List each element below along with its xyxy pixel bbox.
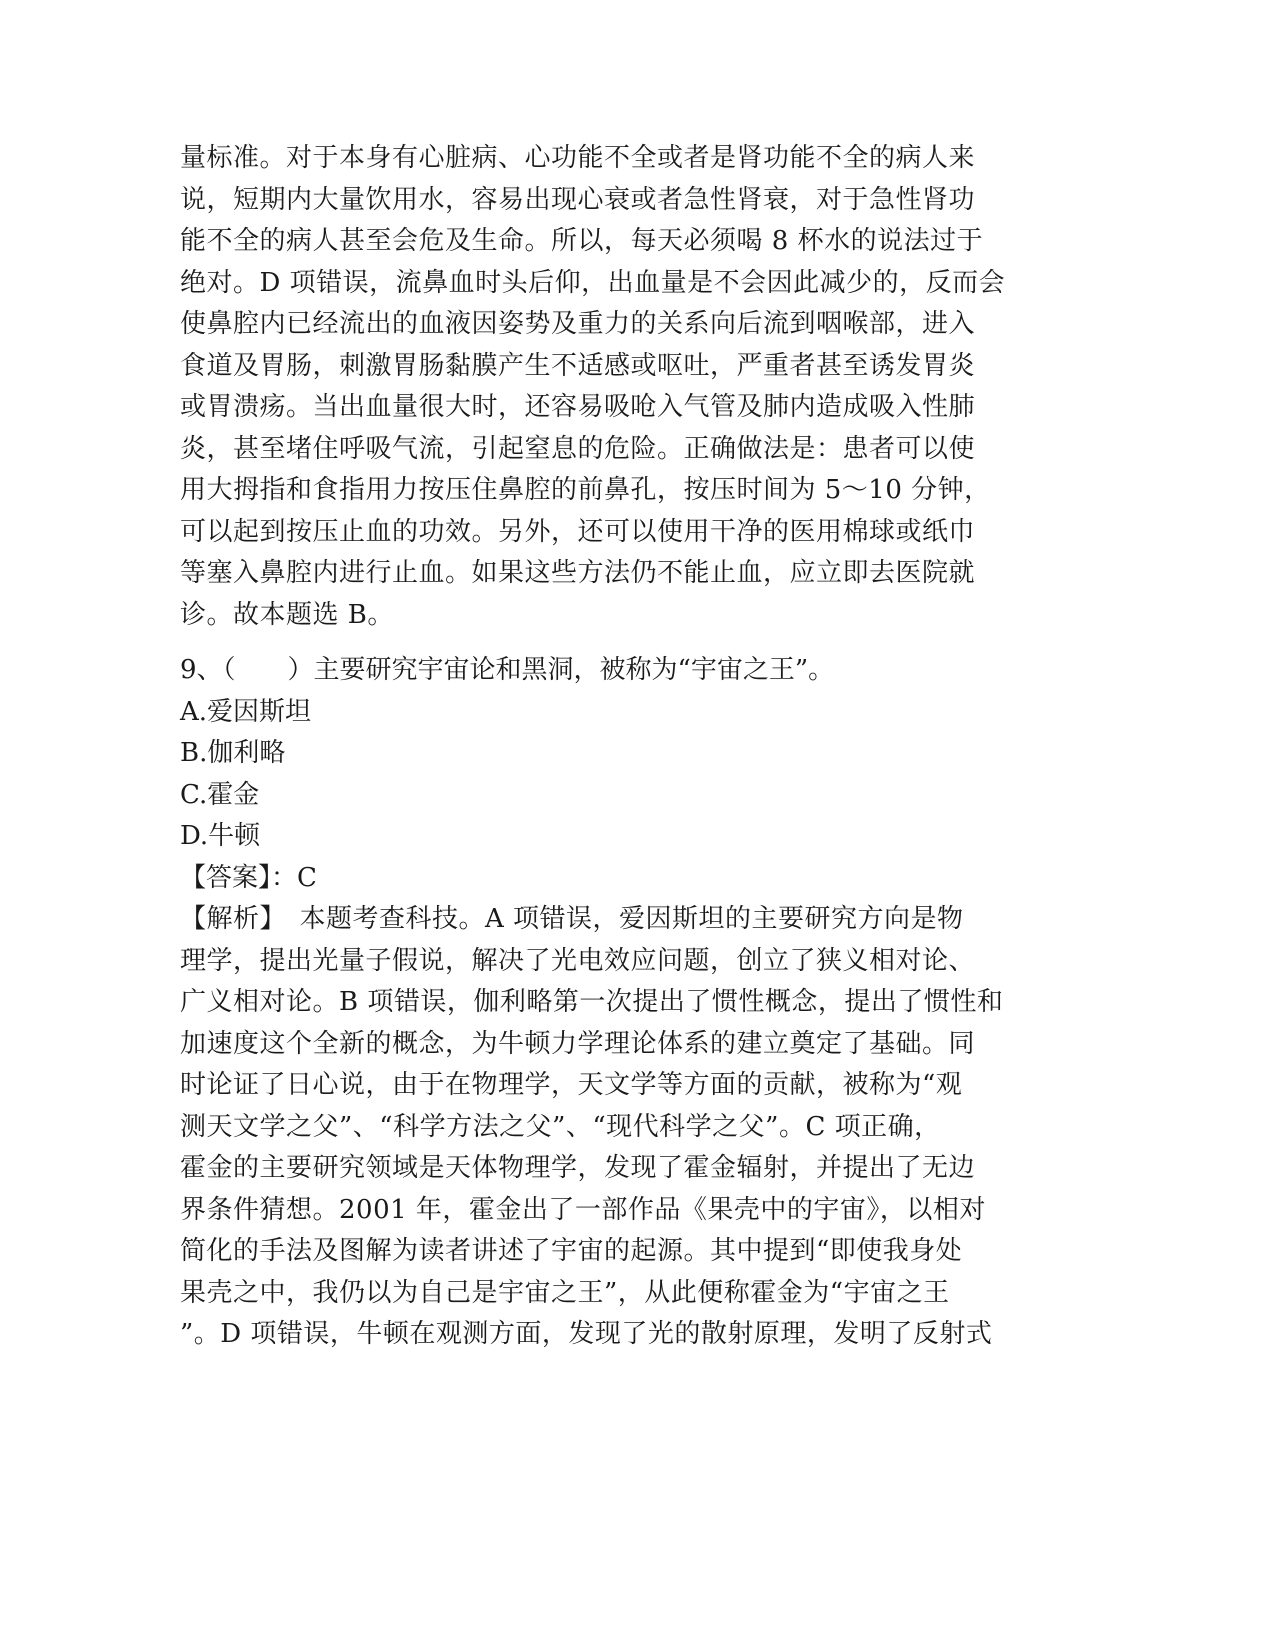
explanation-line: 使鼻腔内已经流出的血液因姿势及重力的关系向后流到咽喉部，进入 xyxy=(180,309,976,339)
option-d: D.牛顿 xyxy=(180,821,261,851)
analysis-line: 加速度这个全新的概念，为牛顿力学理论体系的建立奠定了基础。同 xyxy=(180,1028,976,1059)
explanation-line: 说，短期内大量饮用水，容易出现心衰或者急性肾衰，对于急性肾功 xyxy=(180,184,976,215)
explanation-line: 能不全的病人甚至会危及生命。所以，每天必须喝 8 杯水的说法过于 xyxy=(180,226,984,256)
question-stem: 9、（ ）主要研究宇宙论和黑洞，被称为“宇宙之王”。 xyxy=(180,655,835,685)
paragraph-gap xyxy=(180,636,1060,650)
explanation-line: 绝对。D 项错误，流鼻血时头后仰，出血量是不会因此减少的，反而会 xyxy=(180,267,1006,298)
analysis-line: 理学，提出光量子假说，解决了光电效应问题，创立了狭义相对论、 xyxy=(180,945,976,976)
analysis-line: 广义相对论。B 项错误，伽利略第一次提出了惯性概念，提出了惯性和 xyxy=(180,987,1004,1017)
option-b: B.伽利略 xyxy=(180,738,286,768)
option-c: C.霍金 xyxy=(180,779,260,810)
explanation-line: 可以起到按压止血的功效。另外，还可以使用干净的医用棉球或纸巾 xyxy=(180,516,976,547)
explanation-line: 诊。故本题选 B。 xyxy=(180,599,394,630)
analysis-line: 测天文学之父”、“科学方法之父”、“现代科学之父”。C 项正确， xyxy=(180,1111,941,1142)
analysis-line: 【解析】 本题考查科技。A 项错误，爱因斯坦的主要研究方向是物 xyxy=(180,904,964,934)
analysis-line: 霍金的主要研究领域是天体物理学，发现了霍金辐射，并提出了无边 xyxy=(180,1153,976,1183)
analysis-line: 简化的手法及图解为读者讲述了宇宙的起源。其中提到“即使我身处 xyxy=(180,1236,963,1266)
explanation-line: 食道及胃肠，刺激胃肠黏膜产生不适感或呕吐，严重者甚至诱发胃炎 xyxy=(180,350,976,381)
analysis xyxy=(180,899,1060,1356)
document-page xyxy=(180,138,1060,1356)
explanation-line: 等塞入鼻腔内进行止血。如果这些方法仍不能止血，应立即去医院就 xyxy=(180,558,976,588)
explanation-line: 或胃溃疡。当出血量很大时，还容易吸呛入气管及肺内造成吸入性肺 xyxy=(180,392,976,422)
explanation-line: 量标准。对于本身有心脏病、心功能不全或者是肾功能不全的病人来 xyxy=(180,143,976,173)
previous-explanation xyxy=(180,138,1060,636)
explanation-line: 炎，甚至堵住呼吸气流，引起窒息的危险。正确做法是：患者可以使 xyxy=(180,433,976,464)
analysis-line: ”。D 项错误，牛顿在观测方面，发现了光的散射原理，发明了反射式 xyxy=(180,1319,993,1349)
option-a: A.爱因斯坦 xyxy=(180,696,312,727)
explanation-line: 用大拇指和食指用力按压住鼻腔的前鼻孔，按压时间为 5～10 分钟， xyxy=(180,475,991,505)
analysis-line: 时论证了日心说，由于在物理学，天文学等方面的贡献，被称为“观 xyxy=(180,1070,963,1100)
analysis-line: 果壳之中，我仍以为自己是宇宙之王”，从此便称霍金为“宇宙之王 xyxy=(180,1277,950,1308)
analysis-line: 界条件猜想。2001 年，霍金出了一部作品《果壳中的宇宙》，以相对 xyxy=(180,1194,986,1225)
question-9 xyxy=(180,650,1060,1356)
answer-line: 【答案】：C xyxy=(180,862,317,893)
